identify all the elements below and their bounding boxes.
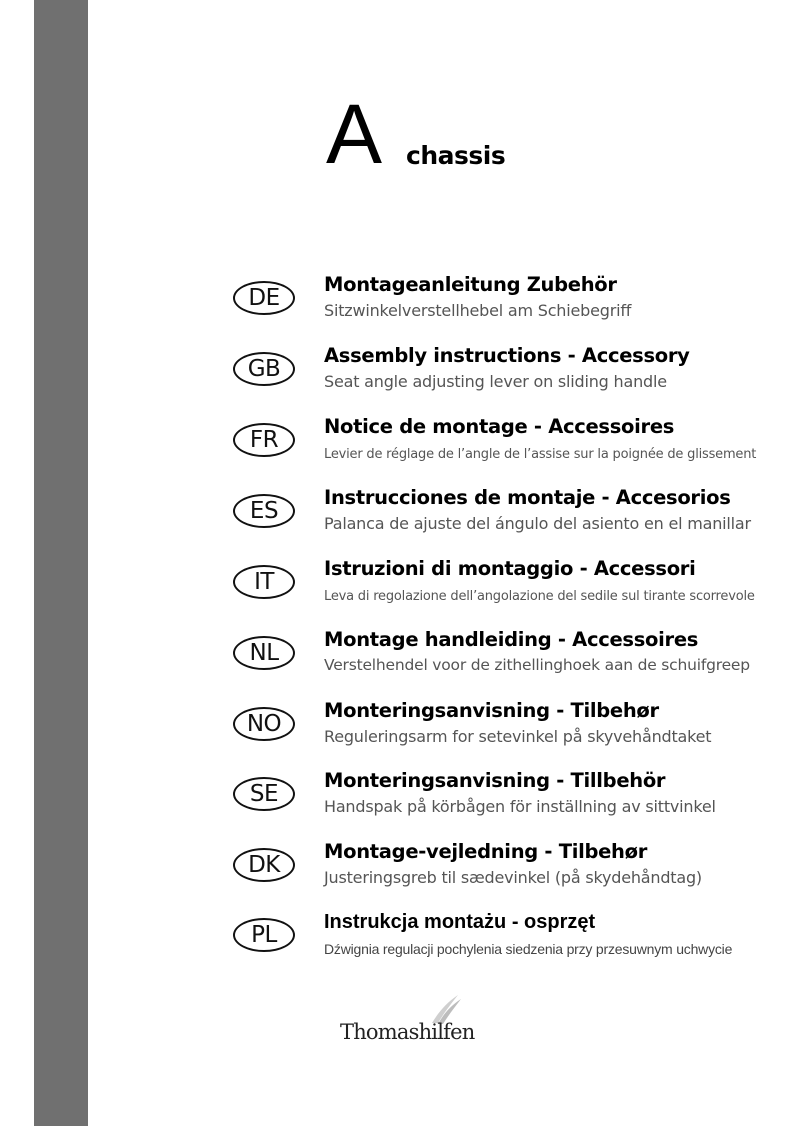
language-badge: NO: [233, 707, 295, 741]
language-badge: PL: [233, 918, 295, 952]
language-badge: NL: [233, 636, 295, 670]
language-row-se: [0, 771, 808, 831]
language-heading: Monteringsanvisning - Tilbehør: [324, 699, 659, 722]
language-subtitle: Seat angle adjusting lever on sliding handle: [324, 372, 667, 391]
language-heading: Montage handleiding - Accessoires: [324, 628, 699, 651]
brand-logo: [340, 993, 490, 1053]
language-subtitle: Justeringsgreb til sædevinkel (på skydehåndtag): [324, 868, 702, 887]
language-subtitle: Sitzwinkelverstellhebel am Schiebegriff: [324, 301, 632, 320]
language-badge: ES: [233, 494, 295, 528]
language-heading: Instrukcja montażu - osprzęt: [324, 911, 596, 933]
language-subtitle: Leva di regolazione dell’angolazione del sedile sul tirante scorrevole: [324, 589, 755, 604]
language-badge: SE: [233, 777, 295, 811]
language-heading: Notice de montage - Accessoires: [324, 415, 675, 438]
language-row-no: [0, 701, 808, 761]
language-row-pl: [0, 912, 808, 972]
language-heading: Assembly instructions - Accessory: [324, 344, 690, 367]
language-subtitle: Reguleringsarm for setevinkel på skyvehåndtaket: [324, 727, 712, 746]
language-badge: IT: [233, 565, 295, 599]
language-badge: FR: [233, 423, 295, 457]
language-badge: DE: [233, 281, 295, 315]
language-heading: Monteringsanvisning - Tillbehör: [324, 769, 666, 792]
language-row-dk: [0, 842, 808, 902]
language-row-fr: [0, 417, 808, 477]
language-badge: GB: [233, 352, 295, 386]
language-row-de: [0, 275, 808, 335]
language-subtitle: Verstelhendel voor de zithellinghoek aan de schuifgreep: [324, 656, 750, 674]
language-row-nl: [0, 630, 808, 690]
language-subtitle: Palanca de ajuste del ángulo del asiento en el manillar: [324, 514, 751, 533]
title-letter: A: [326, 87, 381, 181]
language-row-gb: [0, 346, 808, 406]
language-row-it: [0, 559, 808, 619]
language-subtitle: Dźwignia regulacji pochylenia siedzenia przy przesuwnym uchwycie: [324, 941, 733, 957]
language-subtitle: Levier de réglage de l’angle de l’assise sur la poignée de glissement: [324, 447, 757, 462]
language-badge: DK: [233, 848, 295, 882]
language-heading: Montage-vejledning - Tilbehør: [324, 840, 648, 863]
language-row-es: [0, 488, 808, 548]
language-heading: Montageanleitung Zubehör: [324, 273, 617, 296]
language-heading: Istruzioni di montaggio - Accessori: [324, 557, 696, 580]
language-subtitle: Handspak på körbågen för inställning av sittvinkel: [324, 797, 716, 816]
language-heading: Instrucciones de montaje - Accesorios: [324, 486, 731, 509]
brand-name: Thomashilfen: [340, 1020, 475, 1044]
title-word: chassis: [406, 141, 506, 170]
